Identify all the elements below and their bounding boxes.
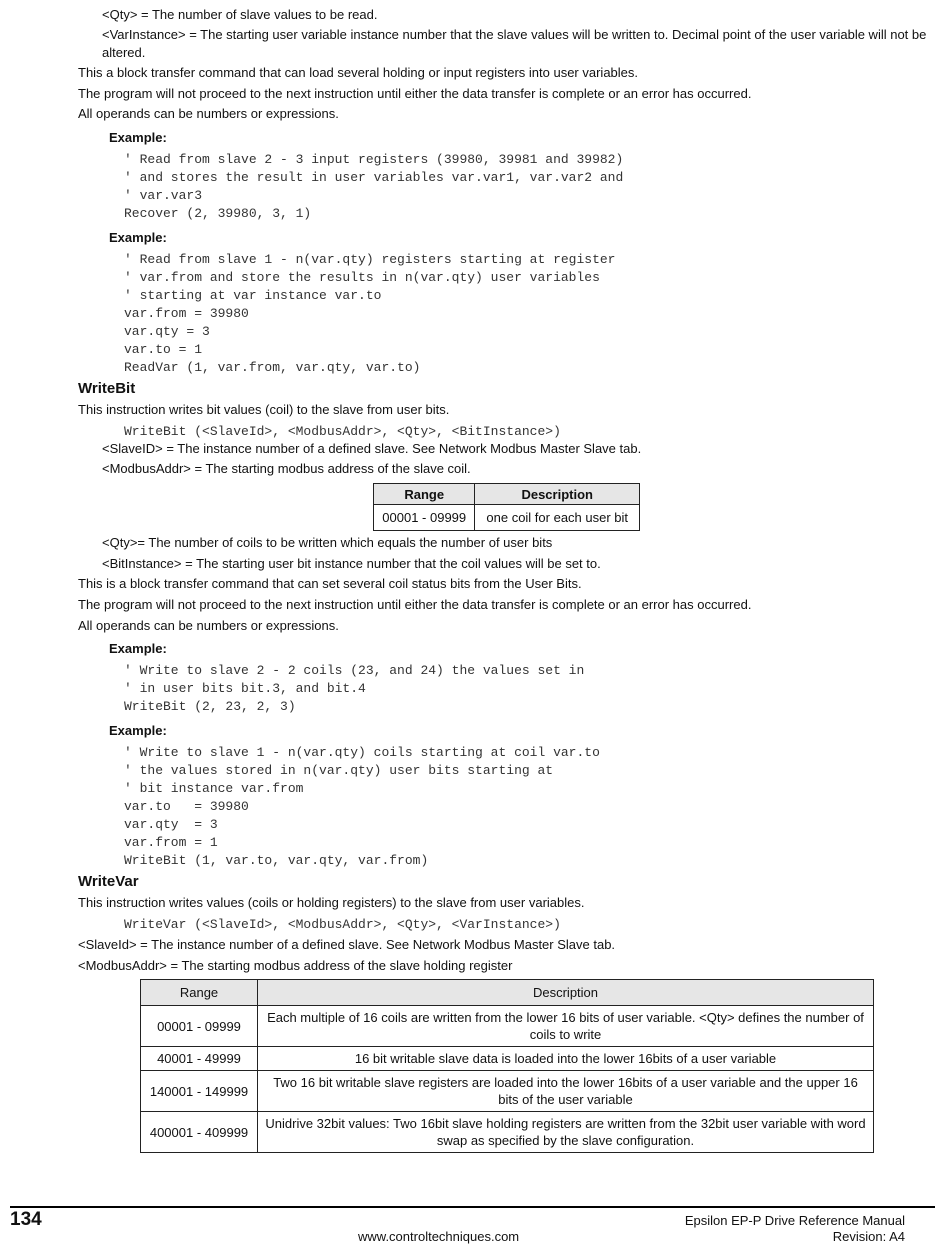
- manual-title: Epsilon EP-P Drive Reference Manual: [684, 1213, 905, 1228]
- block-transfer-note: This a block transfer command that can load several holding or input registers into user variables.: [78, 65, 639, 80]
- operands-note: All operands can be numbers or expressions.: [78, 106, 339, 121]
- column-header: Range: [374, 484, 475, 505]
- page-number: 134: [10, 1209, 42, 1230]
- code-example: ' Read from slave 2 - 3 input registers (39980, 39981 and 39982) ' and stores the result in user variables var.var1, var.var2 and ' var.var3 Recover (2, 39980, 3, 1): [124, 152, 624, 221]
- writevar-description: This instruction writes values (coils or holding registers) to the slave from user variables.: [78, 895, 585, 910]
- modbusaddr-description: <ModbusAddr> = The starting modbus address of the slave holding register: [78, 958, 513, 973]
- writebit-range-table: [373, 483, 640, 531]
- operands-note: All operands can be numbers or expressions.: [78, 618, 339, 633]
- program-wait-note: The program will not proceed to the next instruction until either the data transfer is complete or an error has occurred.: [78, 597, 752, 612]
- footer-rule: [10, 1206, 935, 1208]
- range-cell: 00001 - 09999: [141, 1006, 258, 1047]
- table-header-row: [141, 980, 874, 1006]
- example-label: Example:: [109, 230, 167, 245]
- code-example: ' Write to slave 2 - 2 coils (23, and 24) the values set in ' in user bits bit.3, and bit.4 WriteBit (2, 23, 2, 3): [124, 663, 585, 714]
- section-heading-writevar: WriteVar: [78, 873, 139, 890]
- code-example: ' Write to slave 1 - n(var.qty) coils starting at coil var.to ' the values stored in n(var.qty) user bits starting at ' bit instance var.from var.to = 39980 var.qty = 3 var.from = 1 WriteBit (1, var.to, var.qty, var.from): [124, 745, 600, 868]
- qty-description: <Qty>= The number of coils to be written which equals the number of user bits: [102, 535, 553, 550]
- program-wait-note: The program will not proceed to the next instruction until either the data transfer is complete or an error has occurred.: [78, 86, 752, 101]
- writevar-range-table: [140, 979, 874, 1153]
- table-row: [141, 1071, 874, 1112]
- column-header: Description: [475, 484, 640, 505]
- writebit-syntax: WriteBit (<SlaveId>, <ModbusAddr>, <Qty>, <BitInstance>): [124, 424, 561, 439]
- range-cell: 00001 - 09999: [374, 505, 475, 531]
- modbusaddr-description: <ModbusAddr> = The starting modbus address of the slave coil.: [102, 461, 471, 476]
- range-cell: 400001 - 409999: [141, 1112, 258, 1153]
- description-cell: one coil for each user bit: [475, 505, 640, 531]
- example-label: Example:: [109, 130, 167, 145]
- table-row: [374, 505, 640, 531]
- code-example: ' Read from slave 1 - n(var.qty) registers starting at register ' var.from and store the results in n(var.qty) user variables ' starting at var instance var.to var.from = 39980 var.qty = 3 var.to = 1 ReadVar (1, var.from, var.qty, var.to): [124, 252, 616, 375]
- range-cell: 140001 - 149999: [141, 1071, 258, 1112]
- description-cell: Unidrive 32bit values: Two 16bit slave holding registers are written from the 32bit user variable with word swap as specified by the slave configuration.: [258, 1112, 874, 1153]
- example-label: Example:: [109, 723, 167, 738]
- column-header: Description: [258, 980, 874, 1006]
- bitinstance-description: <BitInstance> = The starting user bit instance number that the coil values will be set to.: [102, 556, 601, 571]
- example-label: Example:: [109, 641, 167, 656]
- qty-description: <Qty> = The number of slave values to be read.: [102, 7, 378, 22]
- block-transfer-note: This is a block transfer command that can set several coil status bits from the User Bits.: [78, 576, 582, 591]
- table-row: [141, 1006, 874, 1047]
- writebit-description: This instruction writes bit values (coil) to the slave from user bits.: [78, 402, 450, 417]
- table-row: [141, 1047, 874, 1071]
- writevar-syntax: WriteVar (<SlaveId>, <ModbusAddr>, <Qty>, <VarInstance>): [124, 917, 561, 932]
- table-header-row: [374, 484, 640, 505]
- range-cell: 40001 - 49999: [141, 1047, 258, 1071]
- varinstance-description: <VarInstance> = The starting user variable instance number that the slave values will be written to. Decimal point of the user variable will not be altered.: [102, 27, 927, 60]
- revision-label: Revision: A4: [832, 1229, 905, 1244]
- section-heading-writebit: WriteBit: [78, 380, 136, 397]
- column-header: Range: [141, 980, 258, 1006]
- description-cell: 16 bit writable slave data is loaded into the lower 16bits of a user variable: [258, 1047, 874, 1071]
- slaveid-description: <SlaveID> = The instance number of a defined slave. See Network Modbus Master Slave tab.: [102, 441, 642, 456]
- description-cell: Two 16 bit writable slave registers are loaded into the lower 16bits of a user variable and the upper 16 bits of the user variable: [258, 1071, 874, 1112]
- table-row: [141, 1112, 874, 1153]
- slaveid-description: <SlaveId> = The instance number of a defined slave. See Network Modbus Master Slave tab.: [78, 937, 616, 952]
- website-link[interactable]: www.controltechniques.com: [358, 1229, 520, 1244]
- description-cell: Each multiple of 16 coils are written from the lower 16 bits of user variable. <Qty> defines the number of coils to write: [258, 1006, 874, 1047]
